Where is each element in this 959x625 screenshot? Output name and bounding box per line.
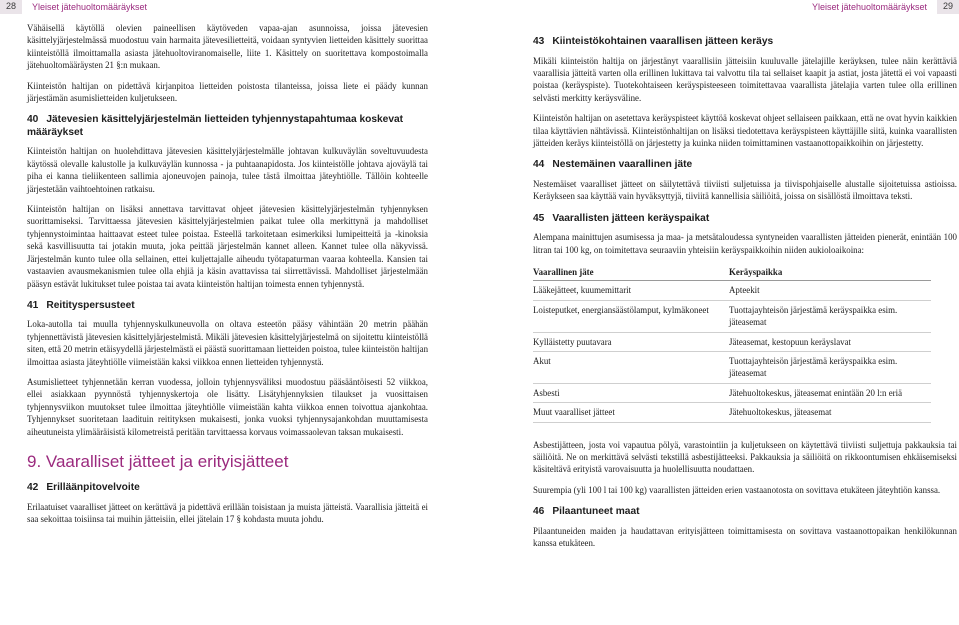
- table-row: [533, 281, 931, 300]
- section-title: Nestemäinen vaarallinen jäte: [552, 159, 693, 171]
- page-header: [0, 0, 959, 14]
- paragraph: Mikäli kiinteistön haltija on järjestänyt vaarallisiin jätteisiin kuuluvalle jätelajille keräyksen, tulee näin kerättäviä vaarallisia jätteitä varten olla erillinen lukittava tai valvottu tila tai sellaiset kaapit ja astiat, josta jätettä ei voi vapaasti poistaa (keräyspiste). Tuotekohtaiseen keräyspisteeseen toimitettavaa vaarallista jätelajia varten tulee olla erillinen selvästi merkitty keräysväline.: [533, 55, 957, 103]
- section-number: 40: [27, 114, 39, 126]
- section-title: Erilläänpitovelvoite: [46, 482, 140, 494]
- left-column: [27, 22, 428, 533]
- paragraph: Vähäisellä käytöllä olevien paineellisen käytöveden vapaa-ajan asunnoissa, joissa jätevesien käsittelyjärjestelmässä muodostuu vain harmaita jätevesilietteitä, voidaan syntyvien lietteiden käsittely suorittaa kiinteistöllä ilmoittamalla asiasta jätehuoltoviranomaiselle, liite 1. Käsittely on suoritettava kompostoimalla jätehuoltomääräysten 21 §:n mukaan.: [27, 23, 428, 71]
- right-column: [533, 22, 957, 558]
- table-cell: Tuottajayhteisön järjestämä keräyspaikka esim. jäteasemat: [729, 352, 931, 384]
- table-cell: Loisteputket, energiansäästölamput, kylmäkoneet: [533, 300, 729, 332]
- column-header: Keräyspaikka: [729, 264, 931, 281]
- table-header-row: [533, 264, 931, 281]
- table-row: [533, 300, 931, 332]
- section-number: 42: [27, 482, 39, 494]
- right-running-title: Yleiset jätehuoltomääräykset: [811, 2, 927, 12]
- section-number: 44: [533, 159, 545, 171]
- table-row: [533, 383, 931, 402]
- table-cell: Kylläistetty puutavara: [533, 332, 729, 351]
- table-cell: Muut vaaralliset jätteet: [533, 403, 729, 422]
- column-header: Vaarallinen jäte: [533, 264, 729, 281]
- paragraph: Erilaatuiset vaaralliset jätteet on kerättävä ja pidettävä erillään toisistaan ja muista jätteistä. Vaarallisia jätteitä ei saa sekoittaa toisiinsa tai muihin jätteisiin, ellei jätelain 17 § kohdasta muuta johdu.: [27, 501, 428, 524]
- paragraph: Asumislietteet tyhjennetään kerran vuodessa, jolloin tyhjennysväliksi muodostuu pääsääntöisesti 52 viikkoa, ellei asiakkaan pyynnöstä tyhjennyskertoja ole lisätty. Lisätyhjennyksien tilaukset ja vuosittaisen tyhjennysviikon muutokset tulee ilmoittaa jäteyhtiölle viimeistään kahta viikkoa ennen toivottua ajankohtaa. Tyhjennykset suoritetaan laadituin reitityksen mukaisesti, jonka vuoksi tyhjennysajankohdan muuttamisesta aiheutuneista ylimääräisistä kilometreistä peritään tarvittaessa korvaus voimassaolevan taksan mukaisesti.: [27, 377, 428, 437]
- table-cell: Apteekit: [729, 281, 931, 300]
- paragraph: Pilaantuneiden maiden ja haudattavan erityisjätteen toimittamisesta on sovittava vastaanottopaikan henkilökunnan kanssa etukäteen.: [533, 525, 957, 549]
- table-cell: Akut: [533, 352, 729, 384]
- section-number: 45: [533, 212, 545, 224]
- section-number: 41: [27, 299, 39, 311]
- paragraph: Kiinteistön haltijan on lisäksi annettava tarvittavat ohjeet jätevesien käsittelyjärjestelmän tyhjennyksen suorittamiseksi. Tarvittaessa jätevesien käsittelyjärjestelmien paikat tulee olla merkittynä ja mahdolliset tyhjennystoimintaa haittaavat esteet tulee poistaa. Esteellä tarkoitetaan esimerkiksi lumipeitteitä ja -kinoksia sekä kasvillisuutta tai jotakin muuta, joka peittää järjestelmän kannet alleen. Kannet tulee olla näkyvissä. Järjestelmän kunto tulee olla sellainen, ettei kuljettajalle aiheudu työtapaturman vaaraa kohteella. Kansien tai vastaavien avausmekanismien tulee olla ehjiä ja käsin avattavissa tai siirrettävissä. Mahdolliset järjestelmään pääsyn estävät lukitukset tulee poistaa tai avata kiinteistön haltijan toimesta ennen tyhjennystä.: [27, 204, 428, 289]
- table-cell: Jätehuoltokeskus, jäteasemat: [729, 403, 931, 422]
- section-heading-40: [27, 114, 428, 139]
- section-title: Kiinteistökohtainen vaarallisen jätteen keräys: [552, 36, 774, 47]
- section-heading-42: [27, 482, 428, 495]
- section-heading-45: [533, 213, 957, 226]
- right-page-number: 29: [937, 0, 959, 14]
- paragraph: Alempana mainittujen asumisessa ja maa- ja metsätaloudessa syntyneiden vaarallisten jätteiden pienerät, enintään 100 litran tai 100 kg, on toimitettava seuraaviin yhteisiin keräyspaikkoihin niiden aukioloaikoina:: [533, 232, 957, 255]
- section-title: Pilaantuneet maat: [552, 506, 640, 518]
- section-heading-43: [533, 36, 957, 49]
- table-cell: Asbesti: [533, 383, 729, 402]
- section-number: 46: [533, 506, 545, 518]
- table-cell: Lääkejätteet, kuumemittarit: [533, 281, 729, 300]
- section-number: 43: [533, 36, 545, 47]
- paragraph: Loka-autolla tai muulla tyhjennyskulkuneuvolla on oltava esteetön pääsy vähintään 20 metrin päähän tyhjennettävistä jätevesien käsittelyjärjestelmistä. Mikäli jätevesien käsittelyjärjestelmä on sijoitettu kiinteistöllä siten, että 20 metrin etäisyydellä järjestelmästä ei päästä suorittamaan lietteiden poistoa, tulee kiinteistön haltijan ilmoittaa asiasta jäteyhtiölle viimeistään kaksi viikkoa ennen lietteiden tyhjennystä.: [27, 319, 428, 367]
- section-title: Jätevesien käsittelyjärjestelmän lietteiden tyhjennystapahtumaa koskevat määräykset: [27, 114, 404, 138]
- left-page-number: 28: [0, 0, 22, 14]
- section-title: Vaarallisten jätteen keräyspaikat: [552, 212, 710, 224]
- paragraph: Kiinteistön haltijan on pidettävä kirjanpitoa lietteiden poistosta tilanteissa, joissa liete ei päädy kunnan järjestämän asumislietteiden kuljetukseen.: [27, 80, 428, 104]
- table-cell: Jätehuoltokeskus, jäteasemat enintään 20 l:n eriä: [729, 383, 931, 402]
- table-cell: Jäteasemat, kestopuun keräyslavat: [729, 332, 931, 351]
- chapter-heading: 9. Vaaralliset jätteet ja erityisjätteet: [27, 452, 289, 472]
- table-row: [533, 403, 931, 422]
- paragraph: Asbestijätteen, josta voi vapautua pölyä, varastointiin ja kuljetukseen on käytettävä tiiviisti suljettuja pakkauksia tai säiliöitä. Ne on merkittävä selvästi tekstillä asbestijätteeksi. Pakkauksia ja säiliöitä on rikkoontumisen ehkäisemiseksi käsiteltävä erityistä varovaisuutta ja huolellisuutta noudattaen.: [533, 439, 957, 475]
- left-running-title: Yleiset jätehuoltomääräykset: [32, 2, 148, 12]
- paragraph: Kiinteistön haltijan on asetettava keräyspisteet käyttöä koskevat ohjeet sellaiseen paikkaan, että ne ovat hyvin kaikkien tilaa käyttävien nähtävissä. Kiinteistönhaltijan on lisäksi tiedotettava keräyspisteen käyttäjille siitä, kuinka vaarallisten jätteiden keräys kiinteistöllä on järjestetty ja kuinka niiden toimittaminen vastaanottopaikkoihin on järjestetty.: [533, 113, 957, 148]
- table-cell: Tuottajayhteisön järjestämä keräyspaikka esim. jäteasemat: [729, 300, 931, 332]
- table-row: [533, 332, 931, 351]
- table-row: [533, 352, 931, 384]
- section-title: Reitityspersusteet: [46, 299, 135, 311]
- section-heading-46: [533, 506, 957, 519]
- section-heading-44: [533, 159, 957, 172]
- paragraph: Suurempia (yli 100 l tai 100 kg) vaarallisten jätteiden erien vastaanotosta on sovittava etukäteen jäteyhtiön kanssa.: [533, 484, 941, 495]
- section-heading-41: [27, 300, 428, 313]
- paragraph: Nestemäiset vaaralliset jätteet on säilytettävä tiiviisti suljetuissa ja tiivispohjaiselle alustalle sijoitetuissa astioissa. Keräykseen saa käyttää vain hyväksyttyjä, tiiviitä kannellisia säiliöitä, joissa on sisällöstä ilmoittava teksti.: [533, 178, 957, 202]
- paragraph: Kiinteistön haltijan on huolehdittava jätevesien käsittelyjärjestelmälle johtavan kulkuväylän soveltuvuudesta käytössä olevalle kalustolle ja kulkuväylän kunnossa - ja puhtaanapidosta. Jos kiinteistölle johtava ajoväylä tai piha ei kanna tieliikenteen sallimia ajoneuvojen painoja, tulee tästä ilmoittaa jäteyhtiölle. Tällöin kohteelle järjestetään vaihtoehtoinen ratkaisu.: [27, 146, 428, 194]
- collection-points-table: [533, 264, 931, 423]
